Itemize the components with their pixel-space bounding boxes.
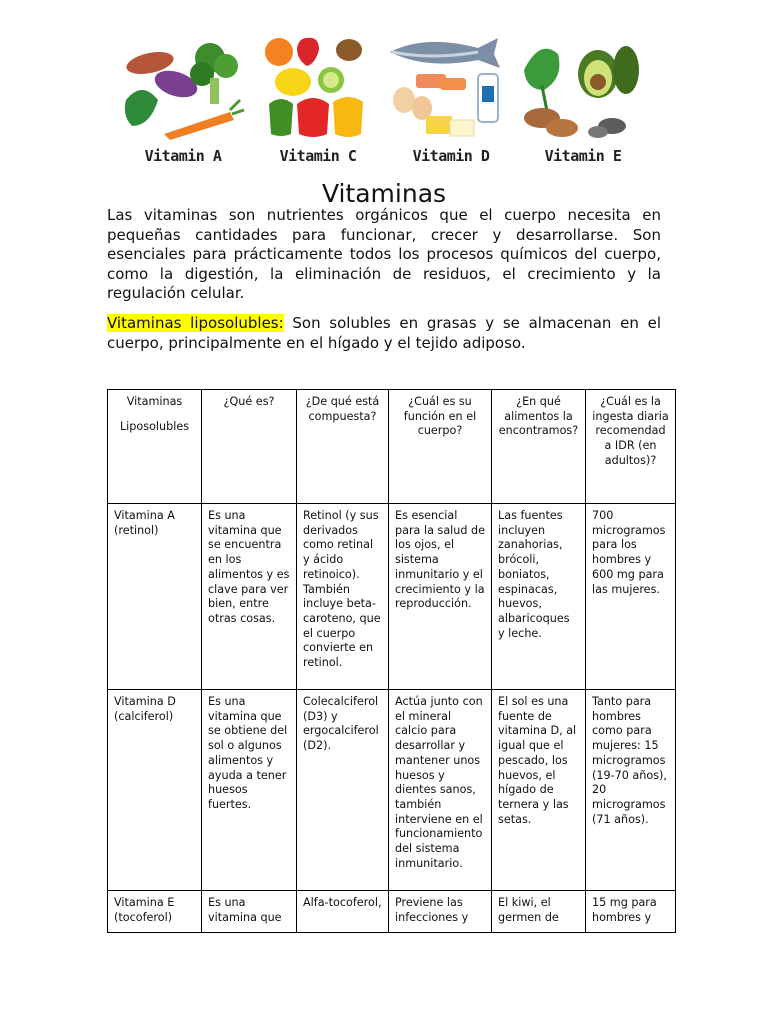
liposolubles-text: Son solubles en grasas y se almacenan en el cuerpo, principalmente en el hígado y el tejido adiposo. <box>107 314 661 352</box>
page-title: Vitaminas <box>321 178 447 208</box>
vitamin-a-foods-illustration <box>118 30 248 142</box>
liposolubles-paragraph <box>107 314 661 353</box>
table-row <box>108 690 676 891</box>
vitamin-c-group <box>253 30 383 165</box>
table-cell: Retinol (y sus derivados como retinal y ácido retinoico). También incluye beta-caroteno, que el cuerpo convierte en retinol. <box>297 504 389 690</box>
table-cell: Es una vitamina que se obtiene del sol o algunos alimentos y ayuda a tener huesos fuertes. <box>202 690 297 891</box>
vitamin-e-group <box>518 30 648 165</box>
table-cell: Alfa-tocoferol, <box>297 891 389 933</box>
vitamins-table <box>107 389 676 933</box>
liposolubles-highlight: Vitaminas liposolubles: <box>107 314 284 332</box>
vitamin-c-foods-illustration <box>253 30 383 142</box>
table-cell: El sol es una fuente de vitamina D, al igual que el pescado, los huevos, el hígado de ternera y las setas. <box>492 690 586 891</box>
table-cell: Actúa junto con el mineral calcio para desarrollar y mantener unos huesos y dientes sanos, también interviene en el funcionamiento del sistema inmunitario. <box>389 690 492 891</box>
header-cell <box>108 390 202 504</box>
vitamin-e-foods-illustration <box>518 30 648 142</box>
header-cell: ¿Cuál es su función en el cuerpo? <box>389 390 492 504</box>
vitamin-d-label: Vitamin D <box>412 147 490 165</box>
table-cell: Previene las infecciones y <box>389 891 492 933</box>
header-cell: ¿Qué es? <box>202 390 297 504</box>
table-row <box>108 504 676 690</box>
table-cell: Es una vitamina que <box>202 891 297 933</box>
vitamins-illustration <box>118 30 650 170</box>
table-cell: 700 microgramos para los hombres y 600 mg para las mujeres. <box>586 504 676 690</box>
table-cell: El kiwi, el germen de <box>492 891 586 933</box>
table-cell: Vitamina E (tocoferol) <box>108 891 202 933</box>
vitamin-e-label: Vitamin E <box>544 147 622 165</box>
vitamin-d-group <box>386 30 516 165</box>
table-cell: 15 mg para hombres y <box>586 891 676 933</box>
table-header-row <box>108 390 676 504</box>
vitamin-a-group <box>118 30 248 165</box>
intro-paragraph: Las vitaminas son nutrientes orgánicos que el cuerpo necesita en pequeñas cantidades para funcionar, crecer y desarrollarse. Son esenciales para prácticamente todos los procesos químicos del cuerpo, como la digestión, la eliminación de residuos, el crecimiento y la regulación celular. <box>107 206 661 303</box>
vitamin-d-foods-illustration <box>386 30 516 142</box>
vitamin-a-label: Vitamin A <box>144 147 222 165</box>
table-row <box>108 891 676 933</box>
vitamin-c-label: Vitamin C <box>279 147 357 165</box>
header-cell: ¿Cuál es la ingesta diaria recomendad a IDR (en adultos)? <box>586 390 676 504</box>
header-vitaminas: Vitaminas <box>126 395 183 408</box>
header-liposolubles: Liposolubles <box>119 419 190 433</box>
header-cell: ¿De qué está compuesta? <box>297 390 389 504</box>
table-cell: Vitamina D (calciferol) <box>108 690 202 891</box>
header-cell: ¿En qué alimentos la encontramos? <box>492 390 586 504</box>
table-cell: Es una vitamina que se encuentra en los alimentos y es clave para ver bien, entre otras cosas. <box>202 504 297 690</box>
table-cell: Colecalciferol (D3) y ergocalciferol (D2). <box>297 690 389 891</box>
table-cell: Vitamina A (retinol) <box>108 504 202 690</box>
table-cell: Las fuentes incluyen zanahorias, brócoli, boniatos, espinacas, huevos, albaricoques y leche. <box>492 504 586 690</box>
table-cell: Tanto para hombres como para mujeres: 15 microgramos (19-70 años), 20 microgramos (71 años). <box>586 690 676 891</box>
table-cell: Es esencial para la salud de los ojos, el sistema inmunitario y el crecimiento y la reproducción. <box>389 504 492 690</box>
